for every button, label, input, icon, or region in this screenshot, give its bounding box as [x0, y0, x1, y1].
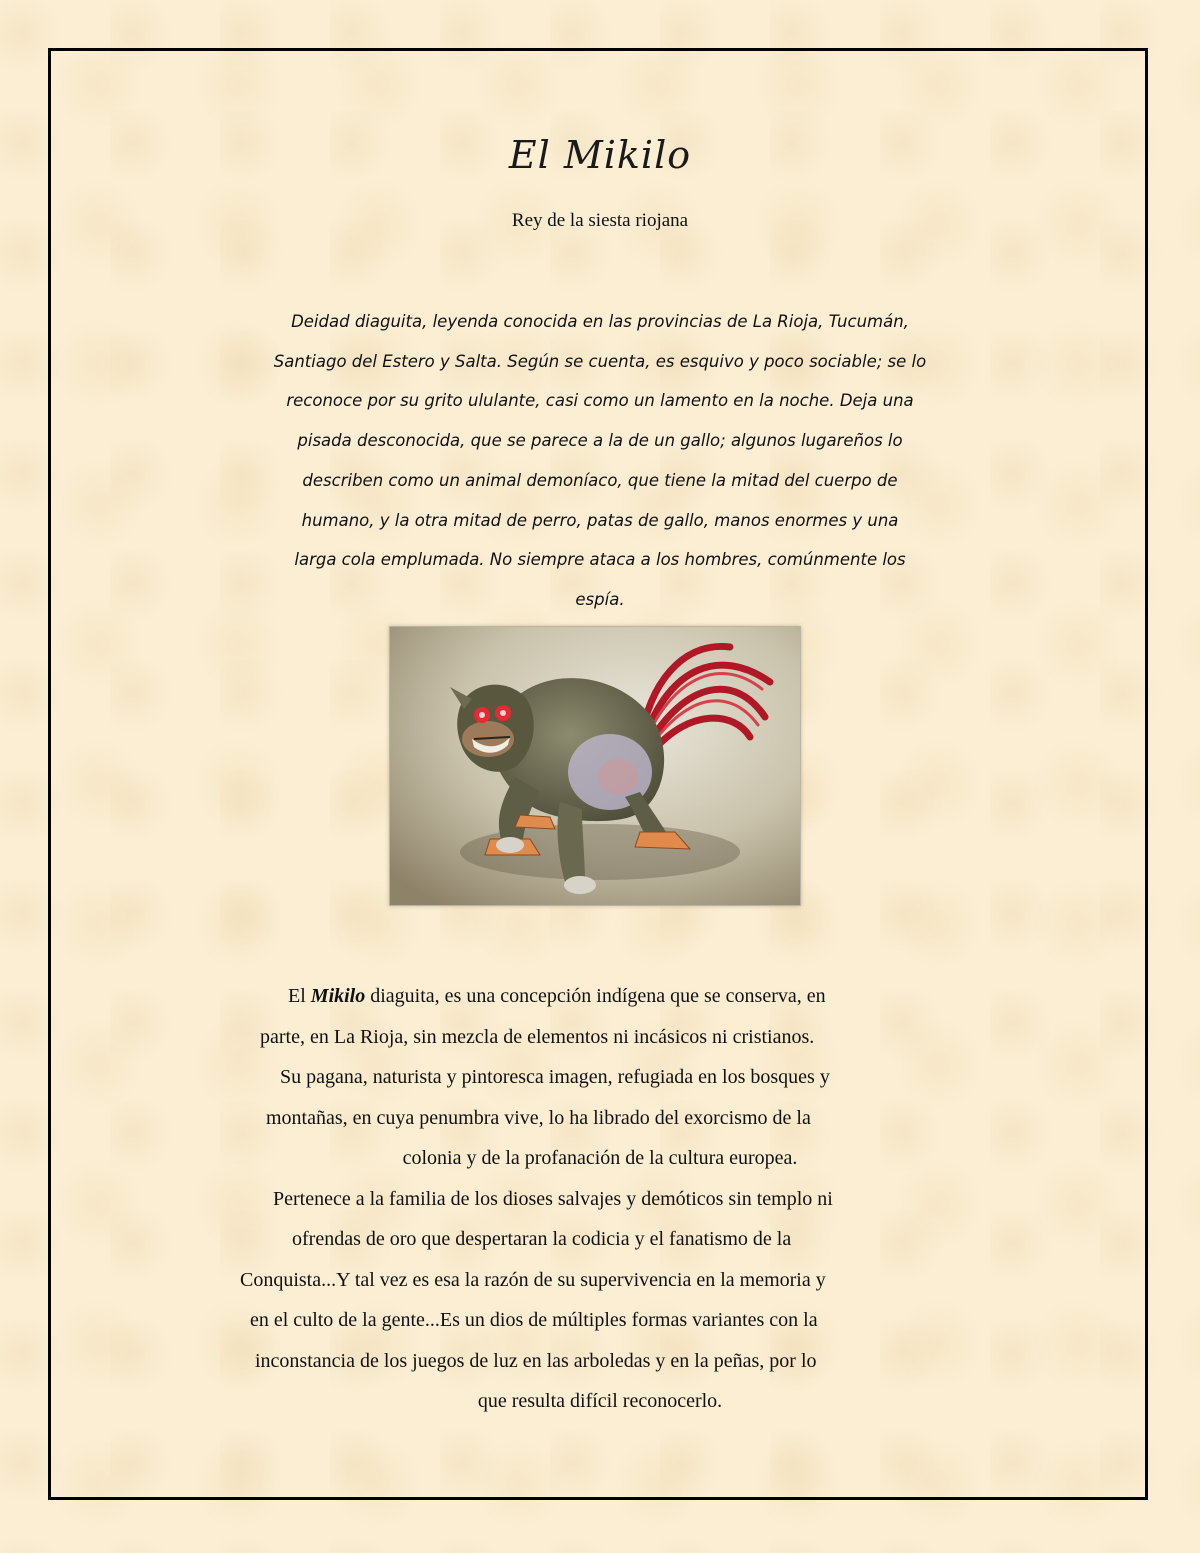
body-paragraph — [220, 976, 980, 1422]
body-line: Su pagana, naturista y pintoresca imagen, refugiada en los bosques y — [280, 1066, 830, 1088]
body-line: inconstancia de los juegos de luz en las arboledas y en la peñas, por lo — [255, 1349, 817, 1372]
intro-line: Santiago del Estero y Salta. Según se cuenta, es esquivo y poco sociable; se lo — [273, 351, 927, 371]
page-subtitle: Rey de la siesta riojana — [511, 210, 689, 231]
body-line — [220, 976, 980, 1017]
intro-line: reconoce por su grito ululante, casi como un lamento en la noche. Deja una — [286, 391, 914, 411]
intro-line: Deidad diaguita, leyenda conocida en las provincias de La Rioja, Tucumán, — [291, 312, 909, 331]
body-line: en el culto de la gente...Es un dios de múltiples formas variantes con la — [250, 1309, 818, 1331]
body-line: Conquista...Y tal vez es esa la razón de su supervivencia en la memoria y — [240, 1268, 826, 1291]
mikilo-illustration — [389, 626, 801, 906]
intro-line: pisada desconocida, que se parece a la de un gallo; algunos lugareños lo — [297, 431, 903, 451]
body-line: ofrendas de oro que despertaran la codicia y el fanatismo de la — [292, 1228, 792, 1250]
body-line: colonia y de la profanación de la cultura europea. — [402, 1147, 798, 1169]
body-line-text: diaguita, es una concepción indígena que se conserva, en — [365, 985, 826, 1007]
body-line: que resulta difícil reconocerlo. — [477, 1390, 723, 1412]
body-line: Pertenece a la familia de los dioses salvajes y demóticos sin templo ni — [273, 1187, 833, 1210]
intro-line: espía. — [575, 589, 625, 609]
intro-line: larga cola emplumada. No siempre ataca a los hombres, comúnmente los — [294, 550, 906, 570]
body-line: montañas, en cuya penumbra vive, lo ha librado del exorcismo de la — [266, 1106, 811, 1129]
page-title: El Mikilo — [508, 133, 692, 177]
intro-line: describen como un animal demoníaco, que tiene la mitad del cuerpo de — [302, 470, 898, 490]
body-line-text: El — [288, 985, 311, 1007]
intro-paragraph — [245, 302, 955, 620]
mikilo-emphasis: Mikilo — [310, 985, 366, 1007]
body-line: parte, en La Rioja, sin mezcla de elementos ni incásicos ni cristianos. — [260, 1025, 815, 1048]
intro-line: humano, y la otra mitad de perro, patas de gallo, manos enormes y una — [301, 510, 899, 530]
